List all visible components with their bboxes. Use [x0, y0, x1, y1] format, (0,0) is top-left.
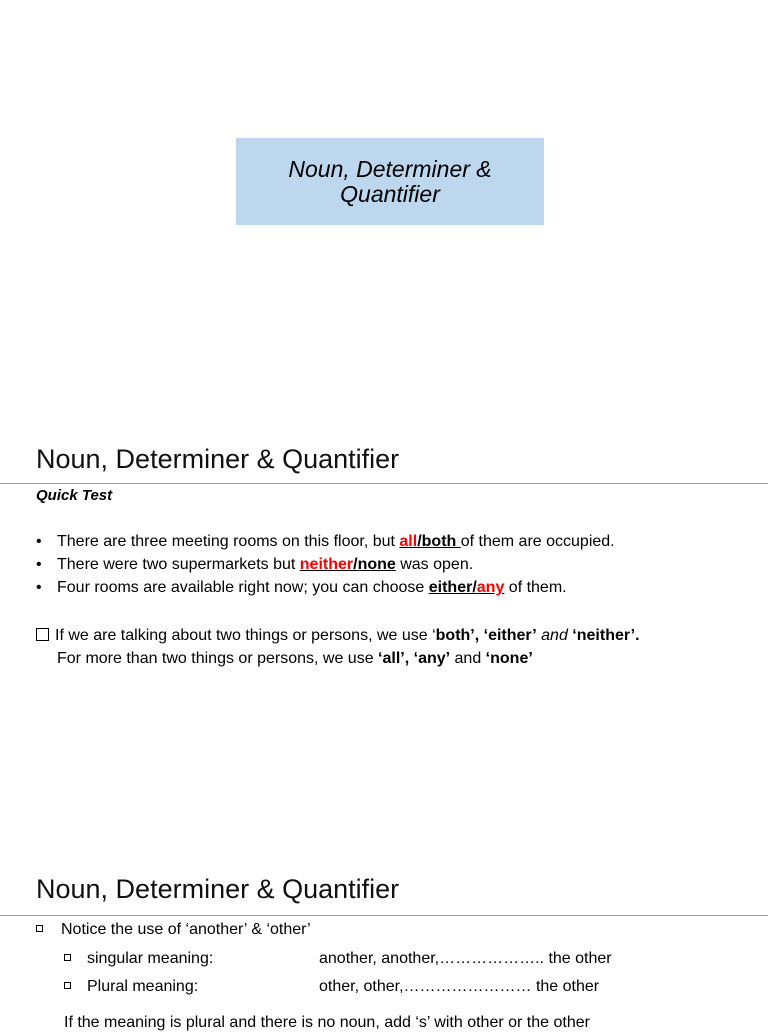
- square-bullet-icon: [36, 925, 43, 932]
- slide-heading: Noun, Determiner & Quantifier: [36, 444, 400, 474]
- heading-divider: [0, 915, 768, 916]
- list-item: [36, 578, 615, 601]
- quick-test-list: [36, 532, 615, 601]
- row-value: another, another,……………….. the other: [319, 950, 612, 967]
- bullet-icon: •: [36, 556, 42, 573]
- option: both: [421, 533, 461, 550]
- quick-test-label: Quick Test: [36, 487, 113, 504]
- text: There were two supermarkets but: [57, 556, 300, 573]
- title-box: [236, 138, 544, 225]
- title-text: [255, 157, 525, 207]
- bullet-icon: •: [36, 579, 42, 596]
- text: For more than two things or persons, we use: [57, 650, 379, 667]
- text: and: [450, 650, 486, 667]
- rule-note: [36, 624, 640, 670]
- keyword: ‘none’: [485, 650, 533, 667]
- list-item: [64, 978, 599, 996]
- text: There are three meeting rooms on this floor, but: [57, 533, 400, 550]
- text: Four rooms are available right now; you can choose: [57, 579, 429, 596]
- text: Notice the use of ‘another’ & ‘other’: [61, 921, 311, 938]
- square-bullet-icon: [64, 982, 71, 989]
- heading-divider: [0, 483, 768, 484]
- slide-heading: Noun, Determiner & Quantifier: [36, 874, 400, 904]
- title-line-2: Quantifier: [340, 180, 440, 207]
- title-slide: [0, 0, 768, 432]
- keyword: ‘all’, ‘any’: [378, 650, 451, 667]
- row-label: singular meaning:: [87, 950, 214, 967]
- cut-off-text: If the meaning is plural and there is no noun, add ‘s’ with other or the other: [64, 1014, 590, 1031]
- title-line-1: Noun, Determiner &: [288, 155, 492, 182]
- list-item: [64, 950, 612, 968]
- option-highlight: any: [476, 579, 505, 596]
- another-other-slide: [0, 864, 768, 1031]
- quick-test-slide: [0, 432, 768, 864]
- keyword: both’, ‘either’: [435, 627, 537, 644]
- square-bullet-icon: [64, 954, 71, 961]
- checkbox-icon: [36, 628, 49, 641]
- row-label: Plural meaning:: [87, 978, 199, 995]
- option: either/: [428, 579, 477, 596]
- option-highlight: neither: [299, 556, 354, 573]
- text: If we are talking about two things or persons, we use ‘: [55, 627, 436, 644]
- bullet-icon: •: [36, 533, 42, 550]
- list-item: [36, 532, 615, 555]
- text: was open.: [395, 556, 474, 573]
- note-line-2: [36, 647, 640, 670]
- list-item: [36, 921, 311, 939]
- text: of them.: [504, 579, 567, 596]
- list-item: [36, 555, 615, 578]
- text: of them are occupied.: [460, 533, 615, 550]
- option-highlight: all: [399, 533, 418, 550]
- note-line-1: [36, 624, 640, 647]
- separator: /: [353, 556, 358, 573]
- option: none: [357, 556, 396, 573]
- text: and: [536, 627, 573, 644]
- keyword: ‘neither’.: [572, 627, 640, 644]
- row-value: other, other,…………………… the other: [319, 978, 600, 995]
- separator: /: [417, 533, 422, 550]
